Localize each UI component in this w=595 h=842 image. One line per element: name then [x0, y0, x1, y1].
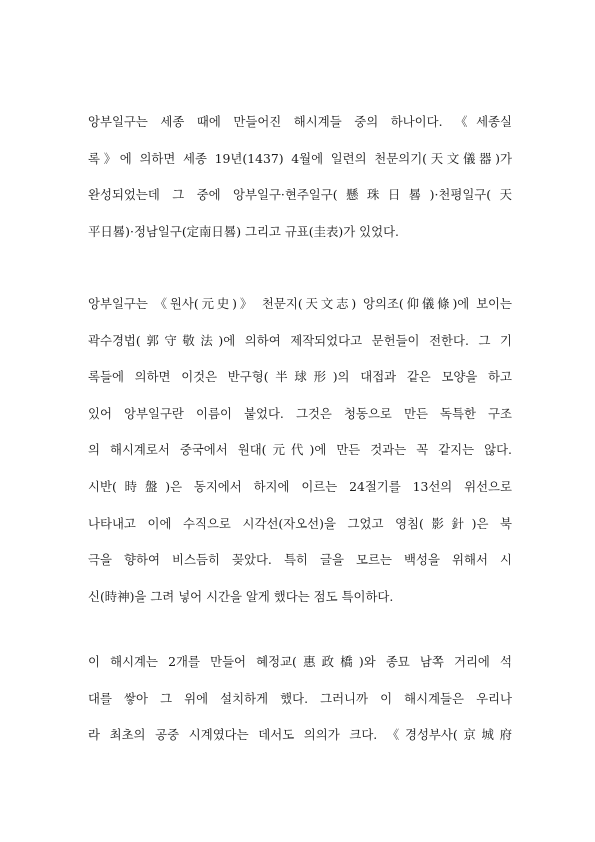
text-line: 의 해시계로서 중국에서 원대(元代)에 만든 것과는 꼭 같지는 않다.	[88, 442, 512, 458]
text-line: 대를 쌓아 그 위에 설치하게 했다. 그러니까 이 해시계들은 우리나	[88, 690, 512, 706]
text-line: 나타내고 이에 수직으로 시각선(자오선)을 그었고 영침(影針)은 북	[88, 515, 512, 531]
text-line: 곽수경법(郭守敬法)에 의하여 제작되었다고 문헌들이 전한다. 그 기	[88, 332, 512, 348]
paragraph-2	[88, 286, 512, 615]
text-line: 라 최초의 공중 시계였다는 데서도 의의가 크다. 《경성부사(京城府	[88, 727, 512, 743]
text-line: 완성되었는데 그 중에 앙부일구·현주일구(懸珠日晷)·천평일구(天	[88, 187, 512, 203]
text-line: 있어 앙부일구란 이름이 붙었다. 그것은 청동으로 만든 독특한 구조	[88, 405, 512, 421]
text-line: 록들에 의하면 이것은 반구형(半球形)의 대접과 같은 모양을 하고	[88, 369, 512, 385]
paragraph-3	[88, 644, 512, 754]
text-line: 록》에 의하면 세종 19년(1437) 4월에 일련의 천문의기(天文儀器)가	[88, 150, 512, 166]
text-line: 앙부일구는 세종 때에 만들어진 해시계들 중의 하나이다. 《세종실	[88, 114, 512, 129]
text-line: 平日晷)·정남일구(定南日晷) 그리고 규표(圭表)가 있었다.	[88, 223, 399, 239]
text-line: 이 해시계는 2개를 만들어 혜정교(惠政橋)와 종묘 남쪽 거리에 석	[88, 654, 512, 669]
paragraph-1	[88, 104, 512, 250]
text-line: 신(時神)을 그려 넣어 시간을 알게 했다는 점도 특이하다.	[88, 588, 394, 604]
text-line: 시반(時盤)은 동지에서 하지에 이르는 24절기를 13선의 위선으로	[88, 478, 512, 494]
text-line: 극을 향하여 비스듬히 꽂았다. 특히 글을 모르는 백성을 위해서 시	[88, 552, 512, 568]
text-line: 앙부일구는 《원사(元史)》 천문지(天文志) 앙의조(仰儀條)에 보이는	[88, 296, 512, 311]
